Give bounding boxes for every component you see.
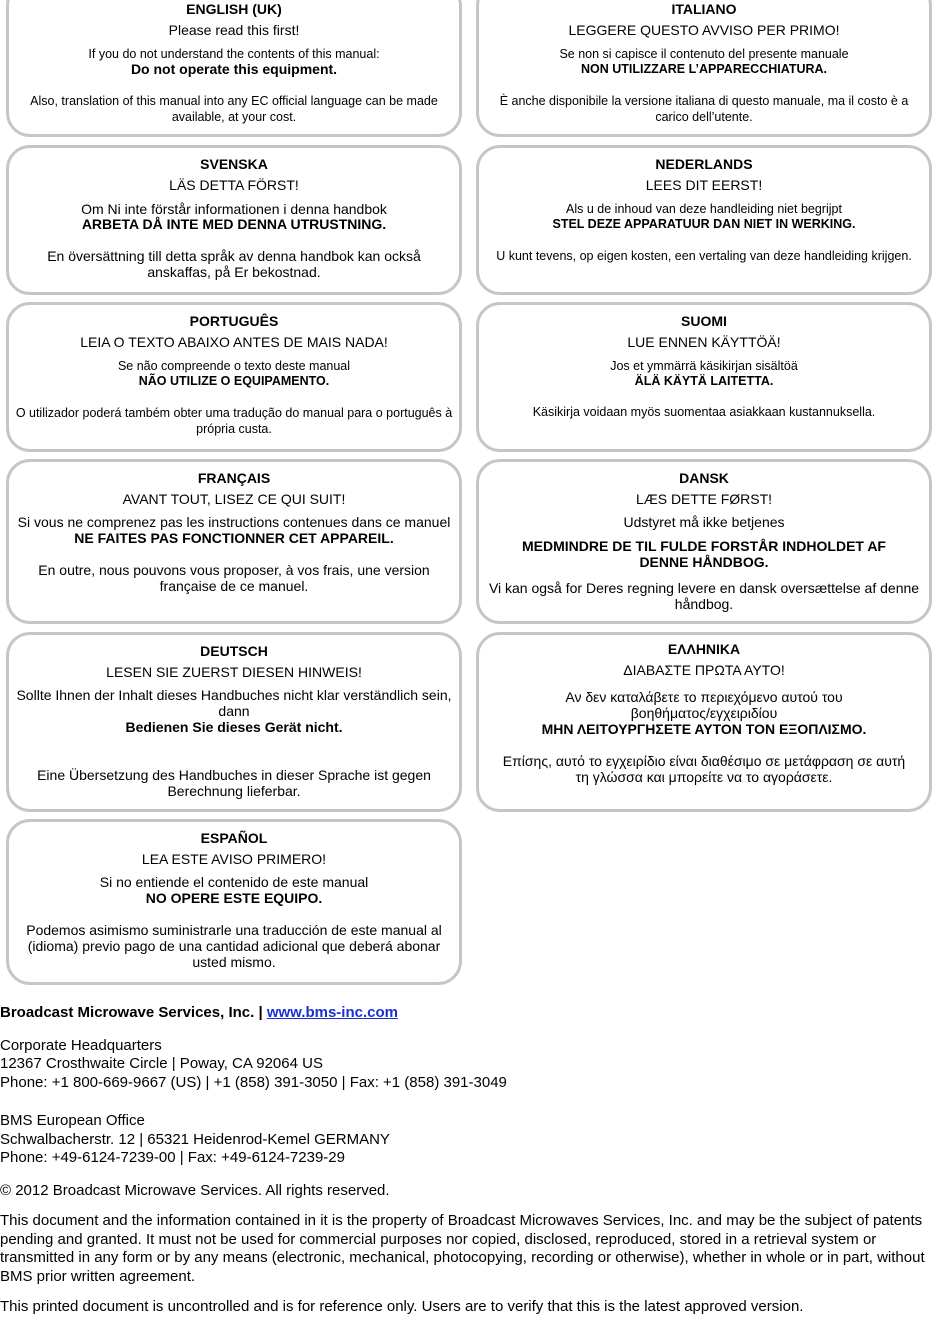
hq-phone: Phone: +1 800-669-9667 (US) | +1 (858) 391-3050 | Fax: +1 (858) 391-3049	[0, 1073, 507, 1091]
company-line	[0, 1004, 946, 1023]
condition-text: Si vous ne comprenez pas les instructions contenues dans ce manuel	[17, 514, 451, 530]
warning-text: ΜΗΝ ΛΕΙΤΟΥΡΓΗΣΕΤΕ ΑΥΤΟΝ ΤΟΝ ΕΞΟΠΛΙΣΜΟ.	[541, 721, 867, 737]
read-first-text: LÆS DETTE FØRST!	[635, 491, 773, 507]
condition-text: Jos et ymmärrä käsikirjan sisältöä	[610, 359, 798, 373]
condition-text: Om Ni inte förstår informationen i denna handbok	[81, 201, 387, 217]
language-title: ΕΛΛΗΝΙΚΑ	[667, 641, 741, 657]
translation-note: Vi kan også for Deres regning levere en dansk oversættelse af denne håndbog.	[488, 580, 920, 612]
condition-text: Sollte Ihnen der Inhalt dieses Handbuches nicht klar verständlich sein, dann	[16, 687, 452, 719]
translation-note: È anche disponibile la versione italiana di questo manuale, ma il costo è a carico dell’utente.	[499, 94, 909, 124]
company-footer	[0, 1004, 946, 1317]
translation-note: Podemos asimismo suministrarle una traducción de este manual al (idioma) previo pago de una cantidad adicional que deberá abonar usted mismo.	[26, 922, 442, 970]
language-title: SUOMI	[681, 313, 727, 329]
language-title: FRANÇAIS	[197, 470, 271, 486]
language-title: DANSK	[679, 470, 729, 486]
read-first-text: LESEN SIE ZUERST DIESEN HINWEIS!	[106, 664, 362, 680]
read-first-text: Please read this first!	[168, 22, 300, 38]
translation-note: En outre, nous pouvons vous proposer, à vos frais, une version française de ce manuel.	[38, 562, 430, 594]
uncontrolled-notice: This printed document is uncontrolled and is for reference only. Users are to verify that this is the latest approved version.	[0, 1298, 804, 1315]
translation-note: Eine Übersetzung des Handbuches in dieser Sprache ist gegen Berechnung lieferbar.	[37, 767, 431, 799]
language-title: NEDERLANDS	[655, 156, 753, 172]
notice-card-nederlands	[476, 145, 932, 295]
warning-text: Do not operate this equipment.	[130, 61, 338, 77]
language-title: ESPAÑOL	[200, 830, 268, 846]
language-title: PORTUGUÊS	[189, 313, 279, 329]
language-title: ITALIANO	[671, 1, 737, 17]
read-first-text: LEGGERE QUESTO AVVISO PER PRIMO!	[568, 22, 840, 38]
company-name: Broadcast Microwave Services, Inc. |	[0, 1004, 267, 1021]
notice-card-portugues	[6, 302, 462, 452]
warning-text: STEL DEZE APPARATUUR DAN NIET IN WERKING.	[552, 217, 856, 231]
condition-text: Αν δεν καταλάβετε το περιεχόμενο αυτού του βοηθήματος/εγχειριδίου	[565, 689, 843, 721]
translation-note: O utilizador poderá também obter uma tradução do manual para o português à própria custa.	[15, 406, 453, 436]
read-first-text: LEIA O TEXTO ABAIXO ANTES DE MAIS NADA!	[80, 334, 388, 350]
language-title: DEUTSCH	[200, 643, 268, 659]
language-title: ENGLISH (UK)	[186, 1, 282, 17]
condition-text: Se non si capisce il contenuto del presente manuale	[559, 47, 849, 61]
warning-text: NE FAITES PAS FONCTIONNER CET APPAREIL.	[74, 530, 394, 546]
notice-card-ellinika	[476, 632, 932, 812]
legal-text: This document and the information contained in it is the property of Broadcast Microwaves Services, Inc. and may be the subject of patents pending and granted. It must not be used for commercial purposes nor copied, disclosed, reproduced, stored in a retrieval system or transmitted in any form or by any means (electronic, mechanical, photocopying, recording or otherwise), whether in whole or in part, without BMS prior written agreement.	[0, 1212, 925, 1285]
condition-text: If you do not understand the contents of this manual:	[88, 47, 380, 61]
condition-text: Si no entiende el contenido de este manual	[99, 874, 369, 890]
warning-text: NO OPERE ESTE EQUIPO.	[145, 890, 323, 906]
read-first-text: LEES DIT EERST!	[645, 177, 763, 193]
website-link[interactable]: www.bms-inc.com	[266, 1004, 398, 1021]
read-first-text: LUE ENNEN KÄYTTÖÄ!	[627, 334, 781, 350]
translation-note: Also, translation of this manual into any EC official language can be made available, at your cost.	[30, 94, 438, 124]
eu-title: BMS European Office	[0, 1112, 145, 1129]
notice-card-dansk	[476, 459, 932, 624]
notice-card-svenska	[6, 145, 462, 295]
hq-address: 12367 Crosthwaite Circle | Poway, CA 92064 US	[0, 1055, 323, 1072]
notice-card-english	[6, 0, 462, 137]
condition-text: Als u de inhoud van deze handleiding niet begrijpt	[566, 202, 842, 216]
notice-card-deutsch	[6, 632, 462, 812]
eu-phone: Phone: +49-6124-7239-00 | Fax: +49-6124-7239-29	[0, 1149, 345, 1166]
notice-card-espanol	[6, 819, 462, 985]
read-first-text: LÄS DETTA FÖRST!	[169, 177, 299, 193]
translation-note: U kunt tevens, op eigen kosten, een vertaling van deze handleiding krijgen.	[496, 249, 912, 263]
warning-text: NÃO UTILIZE O EQUIPAMENTO.	[138, 374, 330, 388]
warning-text: ÄLÄ KÄYTÄ LAITETTA.	[634, 374, 774, 388]
read-first-text: ΔΙΑΒΑΣΤΕ ΠΡΩΤΑ ΑΥΤΟ!	[623, 662, 785, 678]
warning-text: Bedienen Sie dieses Gerät nicht.	[125, 719, 343, 735]
warning-text: NON UTILIZZARE L’APPARECCHIATURA.	[580, 62, 828, 76]
warning-text: MEDMINDRE DE TIL FULDE FORSTÅR INDHOLDET AF DENNE HÅNDBOG.	[522, 538, 886, 570]
read-first-text: LEA ESTE AVISO PRIMERO!	[141, 851, 327, 867]
language-title: SVENSKA	[200, 156, 268, 172]
translation-note: En översättning till detta språk av denna handbok kan också anskaffas, på Er bekostnad.	[47, 248, 421, 280]
hq-title: Corporate Headquarters	[0, 1036, 162, 1054]
translation-note: Käsikirja voidaan myös suomentaa asiakkaan kustannuksella.	[532, 405, 876, 419]
notice-card-italiano	[476, 0, 932, 137]
copyright-text: © 2012 Broadcast Microwave Services. All rights reserved.	[0, 1181, 390, 1199]
read-first-text: AVANT TOUT, LISEZ CE QUI SUIT!	[122, 491, 346, 507]
condition-text: Udstyret må ikke betjenes	[623, 514, 785, 530]
translation-note: Επίσης, αυτό το εγχειρίδιο είναι διαθέσιμο σε μετάφραση σε αυτή τη γλώσσα και μπορείτε να το αγοράσετε.	[502, 753, 906, 785]
condition-text: Se não compreende o texto deste manual	[117, 359, 351, 373]
notice-card-suomi	[476, 302, 932, 452]
eu-address: Schwalbacherstr. 12 | 65321 Heidenrod-Kemel GERMANY	[0, 1130, 390, 1148]
warning-text: ARBETA DÅ INTE MED DENNA UTRUSTNING.	[81, 216, 387, 232]
notice-card-francais	[6, 459, 462, 624]
